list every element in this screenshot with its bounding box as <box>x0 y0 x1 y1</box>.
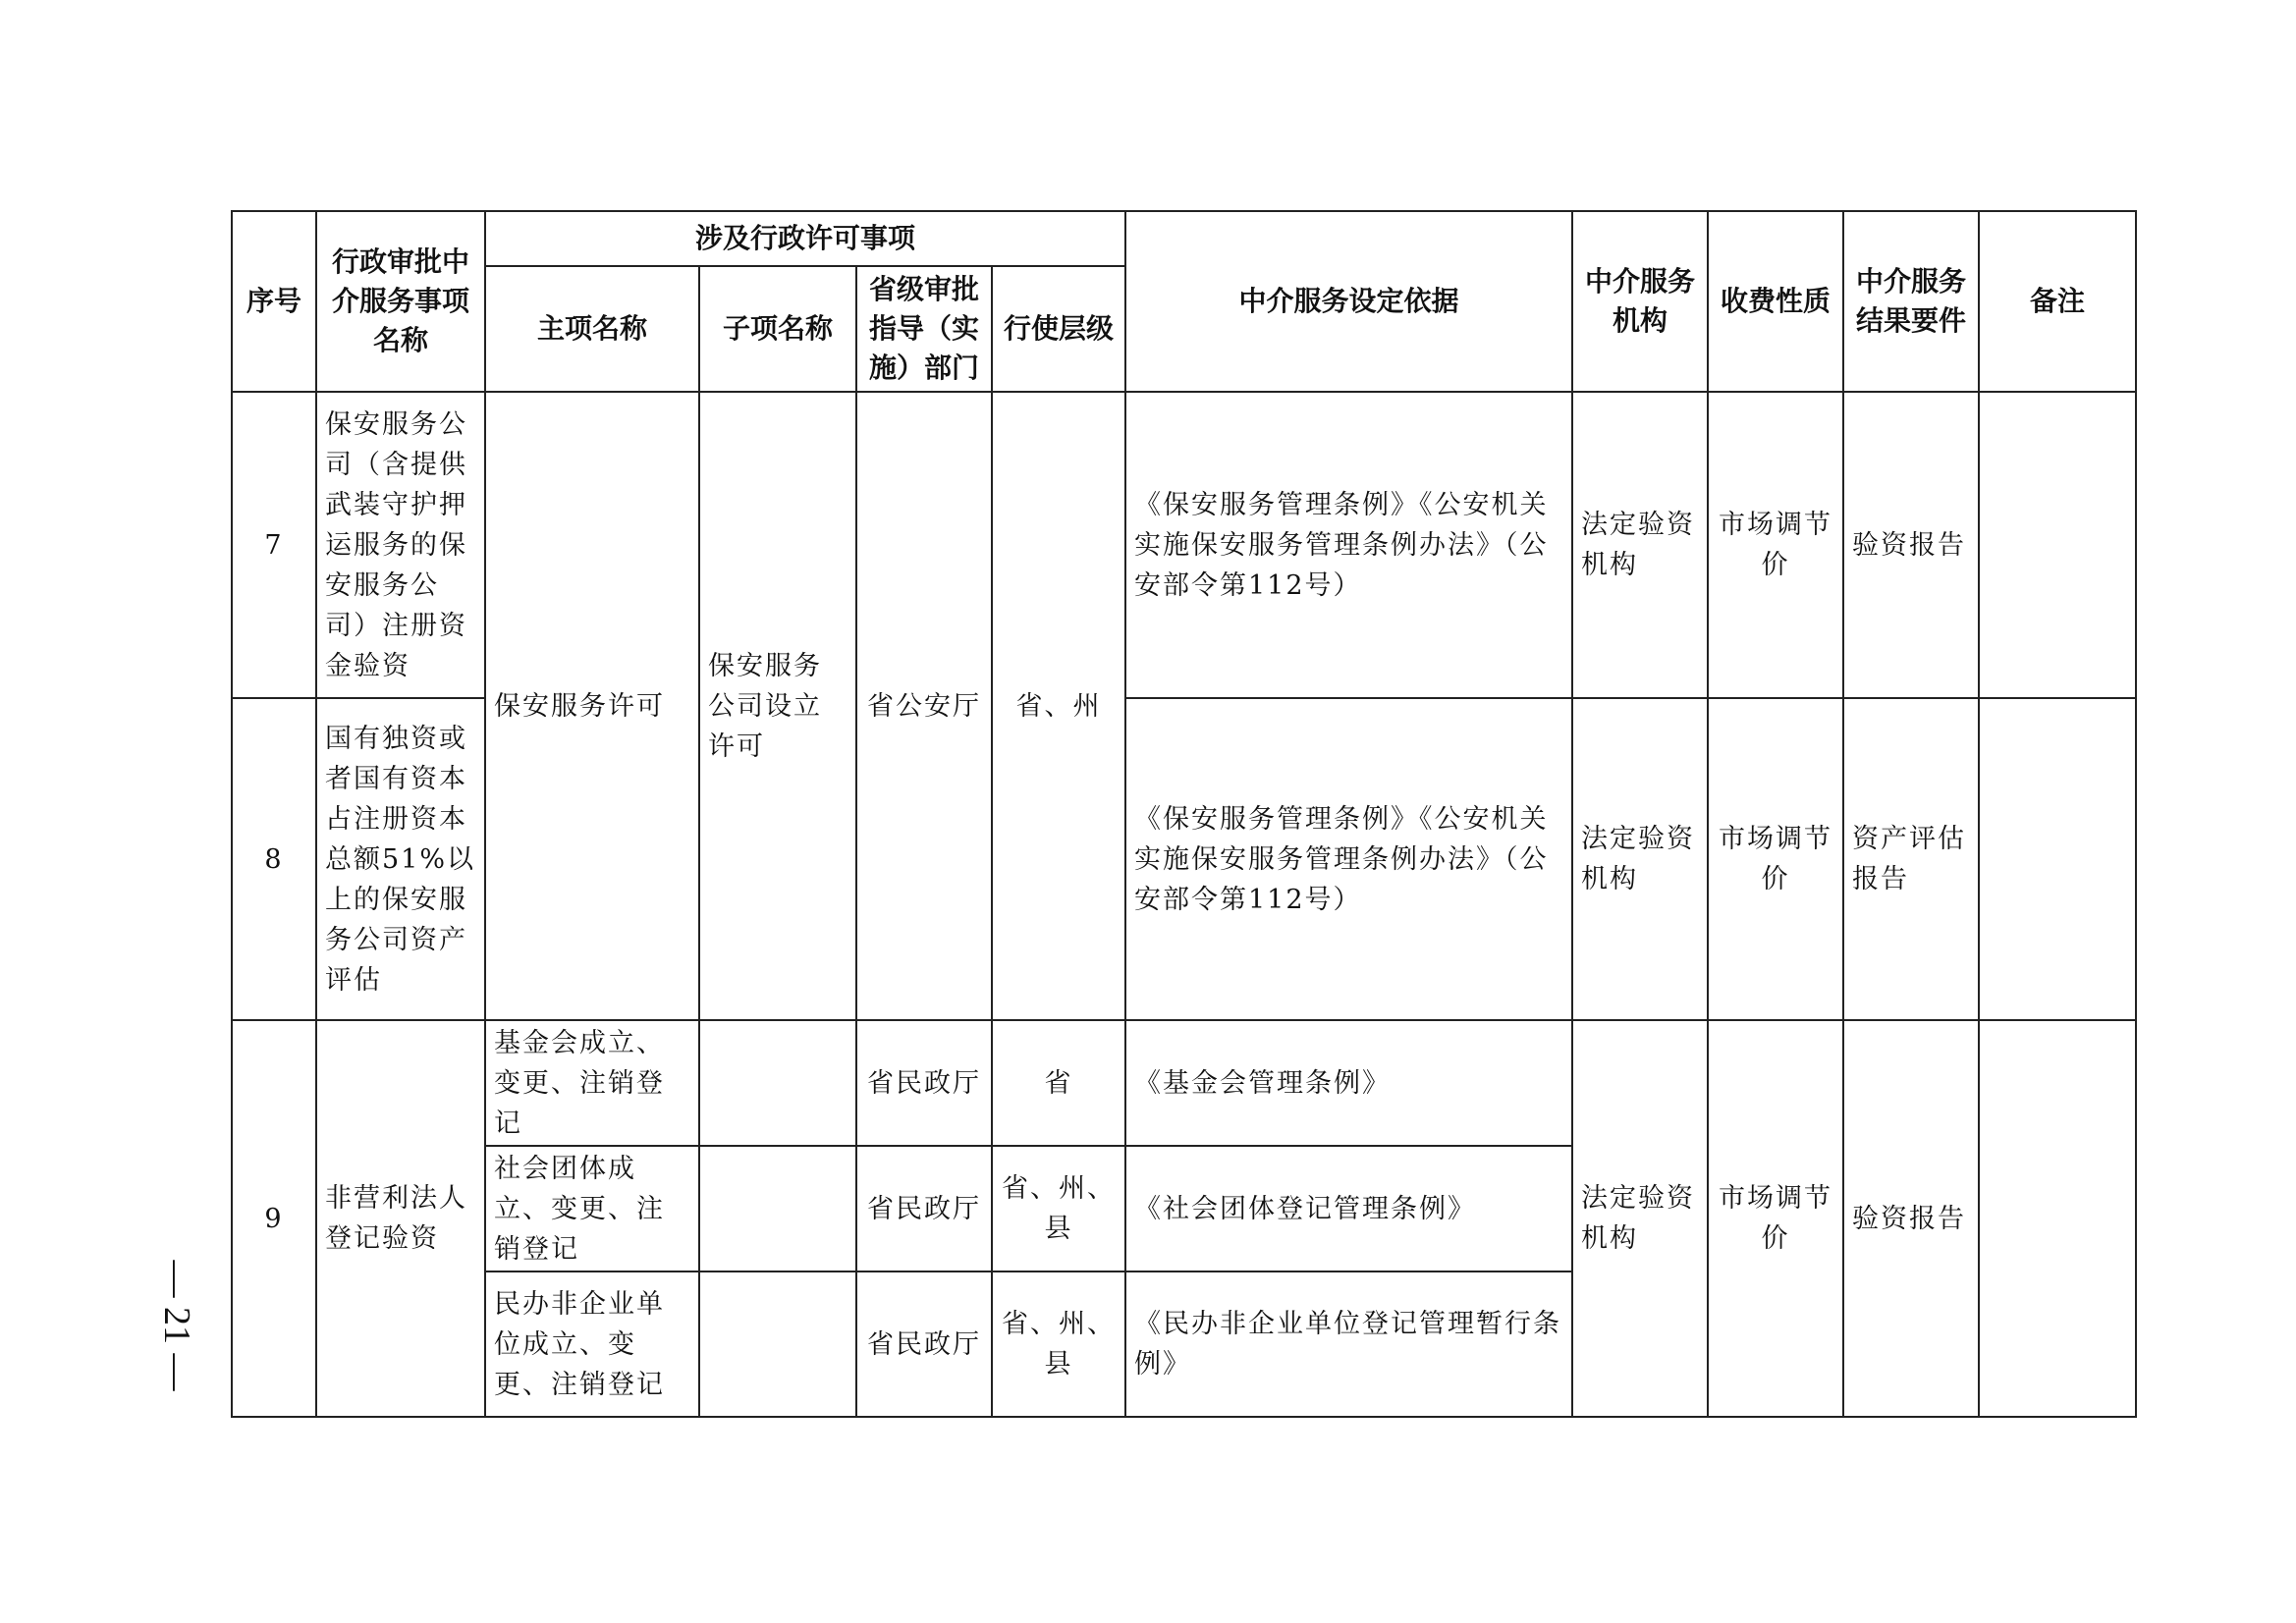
row-basis: 《基金会管理条例》 <box>1125 1020 1572 1146</box>
row-item-name: 保安服务公司（含提供武装守护押运服务的保安服务公司）注册资金验资 <box>316 392 485 698</box>
header-permit-group: 涉及行政许可事项 <box>485 211 1125 266</box>
table-row <box>232 392 2136 698</box>
header-row-1 <box>232 211 2136 266</box>
page-number: — 21 — <box>156 1260 197 1391</box>
row-result: 资产评估报告 <box>1843 698 1979 1020</box>
row-remark <box>1979 1020 2136 1417</box>
row-department: 省民政厅 <box>856 1146 992 1271</box>
row-seq: 7 <box>232 392 316 698</box>
table-row <box>232 1020 2136 1146</box>
header-remark: 备注 <box>1979 211 2136 392</box>
row-remark <box>1979 392 2136 698</box>
row-fee: 市场调节价 <box>1708 698 1843 1020</box>
row-basis: 《社会团体登记管理条例》 <box>1125 1146 1572 1271</box>
header-basis: 中介服务设定依据 <box>1125 211 1572 392</box>
header-level: 行使层级 <box>992 266 1125 392</box>
header-agency: 中介服务机构 <box>1572 211 1708 392</box>
header-main-item: 主项名称 <box>485 266 699 392</box>
row-agency: 法定验资机构 <box>1572 392 1708 698</box>
row-level: 省、州 <box>992 392 1125 1020</box>
header-result: 中介服务结果要件 <box>1843 211 1979 392</box>
row-main-item: 民办非企业单位成立、变更、注销登记 <box>485 1271 699 1417</box>
row-fee: 市场调节价 <box>1708 1020 1843 1417</box>
row-sub-item <box>699 1146 856 1271</box>
header-sub-item: 子项名称 <box>699 266 856 392</box>
row-agency: 法定验资机构 <box>1572 1020 1708 1417</box>
row-remark <box>1979 698 2136 1020</box>
row-seq: 9 <box>232 1020 316 1417</box>
row-department: 省民政厅 <box>856 1020 992 1146</box>
row-result: 验资报告 <box>1843 392 1979 698</box>
row-sub-item <box>699 1271 856 1417</box>
row-level: 省 <box>992 1020 1125 1146</box>
row-level: 省、州、县 <box>992 1146 1125 1271</box>
intermediary-services-table <box>231 210 2137 1418</box>
row-main-item: 基金会成立、变更、注销登记 <box>485 1020 699 1146</box>
row-department: 省民政厅 <box>856 1271 992 1417</box>
row-department: 省公安厅 <box>856 392 992 1020</box>
row-level: 省、州、县 <box>992 1271 1125 1417</box>
row-item-name: 非营利法人登记验资 <box>316 1020 485 1417</box>
header-department: 省级审批指导（实施）部门 <box>856 266 992 392</box>
header-fee: 收费性质 <box>1708 211 1843 392</box>
row-agency: 法定验资机构 <box>1572 698 1708 1020</box>
row-sub-item <box>699 1020 856 1146</box>
header-item-name: 行政审批中介服务事项名称 <box>316 211 485 392</box>
row-main-item: 保安服务许可 <box>485 392 699 1020</box>
row-basis: 《保安服务管理条例》《公安机关实施保安服务管理条例办法》（公安部令第112号） <box>1125 698 1572 1020</box>
row-fee: 市场调节价 <box>1708 392 1843 698</box>
row-basis: 《保安服务管理条例》《公安机关实施保安服务管理条例办法》（公安部令第112号） <box>1125 392 1572 698</box>
header-seq: 序号 <box>232 211 316 392</box>
row-item-name: 国有独资或者国有资本占注册资本总额51%以上的保安服务公司资产评估 <box>316 698 485 1020</box>
row-result: 验资报告 <box>1843 1020 1979 1417</box>
row-basis: 《民办非企业单位登记管理暂行条例》 <box>1125 1271 1572 1417</box>
row-seq: 8 <box>232 698 316 1020</box>
row-sub-item: 保安服务公司设立许可 <box>699 392 856 1020</box>
row-main-item: 社会团体成立、变更、注销登记 <box>485 1146 699 1271</box>
